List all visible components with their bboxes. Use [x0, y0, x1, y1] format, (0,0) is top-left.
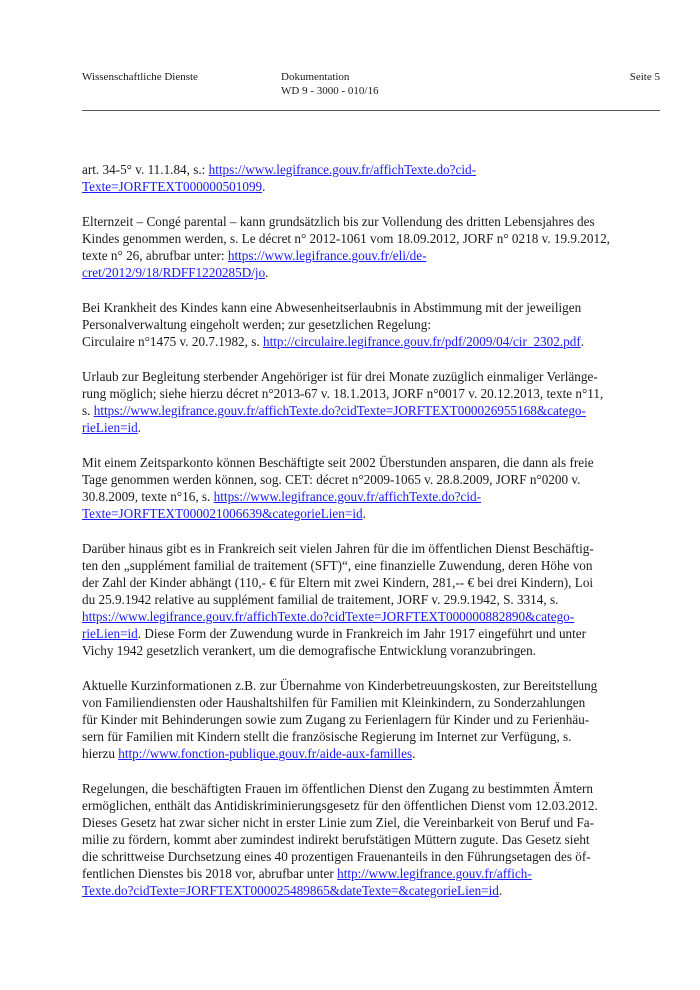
- hyperlink[interactable]: http://www.legifrance.gouv.fr/affich-: [337, 866, 532, 881]
- text-line: [82, 591, 660, 608]
- line-text: Urlaub zur Begleitung sterbender Angehöriger ist für drei Monate zuzüglich einmaliger Verlänge-: [82, 369, 598, 384]
- text-line: [82, 608, 660, 625]
- text-line: [82, 505, 660, 522]
- line-text: art. 34-5° v. 11.1.84, s.:: [82, 162, 209, 177]
- text-line: [82, 161, 660, 178]
- text-line: [82, 831, 660, 848]
- text-line: [82, 178, 660, 195]
- text-line: [82, 797, 660, 814]
- line-text: milie zu fördern, kommt aber zumindest indirekt berufstätigen Müttern zugute. Das Gesetz sieht: [82, 832, 590, 847]
- text-line: [82, 745, 660, 762]
- line-text: Mit einem Zeitsparkonto können Beschäftigte seit 2002 Überstunden ansparen, die dann als freie: [82, 455, 594, 470]
- paragraph: [82, 299, 660, 350]
- text-line: [82, 333, 660, 350]
- line-text: die schrittweise Durchsetzung eines 40 prozentigen Frauenanteils in den Führungsetagen des öf-: [82, 849, 591, 864]
- paragraph: [82, 540, 660, 659]
- hyperlink[interactable]: https://www.legifrance.gouv.fr/affichTexte.do?cid-: [213, 489, 482, 504]
- hyperlink[interactable]: rieLien=id: [82, 626, 138, 641]
- text-line: [82, 780, 660, 797]
- text-line: [82, 728, 660, 745]
- text-line: [82, 471, 660, 488]
- line-text: s.: [82, 403, 94, 418]
- paragraph: [82, 161, 660, 195]
- line-text-after-link: .: [262, 179, 266, 194]
- hyperlink[interactable]: cret/2012/9/18/RDFF1220285D/jo: [82, 265, 266, 280]
- line-text-after-link: .: [498, 883, 503, 898]
- document-body: [82, 161, 660, 917]
- text-line: [82, 230, 660, 247]
- line-text: texte n° 26, abrufbar unter:: [82, 248, 228, 263]
- text-line: [82, 814, 660, 831]
- hyperlink[interactable]: rieLien=id: [82, 420, 138, 435]
- paragraph: [82, 780, 660, 899]
- line-text: sern für Familien mit Kindern stellt die französische Regierung im Internet zur Verfügung, s.: [82, 729, 572, 744]
- text-line: [82, 574, 660, 591]
- text-line: [82, 488, 660, 505]
- hyperlink[interactable]: http://www.fonction-publique.gouv.fr/aide-aux-familles: [118, 746, 413, 761]
- line-text: Elternzeit – Congé parental – kann grundsätzlich bis zur Vollendung des dritten Lebensjahres des: [82, 214, 595, 229]
- header-document-info: [281, 70, 378, 98]
- text-line: [82, 711, 660, 728]
- text-line: [82, 677, 660, 694]
- line-text: Tage genommen werden können, sog. CET: décret n°2009-1065 v. 28.8.2009, JORF n°0200 v.: [82, 472, 581, 487]
- hyperlink[interactable]: Texte=JORFTEXT000000501099: [82, 179, 263, 194]
- line-text-after-link: .: [265, 265, 269, 280]
- line-text: Darüber hinaus gibt es in Frankreich seit vielen Jahren für die im öffentlichen Dienst Beschäftig-: [82, 541, 594, 556]
- hyperlink[interactable]: https://www.legifrance.gouv.fr/affichTexte.do?cidTexte=JORFTEXT000026955168&catego-: [93, 403, 586, 418]
- text-line: [82, 368, 660, 385]
- line-text: Personalverwaltung eingeholt werden; zur gesetzlichen Regelung:: [82, 317, 431, 332]
- text-line: [82, 402, 660, 419]
- paragraph: [82, 677, 660, 762]
- line-text: Kindes genommen werden, s. Le décret n° 2012-1061 vom 18.09.2012, JORF n° 0218 v. 19.9.2012,: [82, 231, 610, 246]
- line-text: hierzu: [82, 746, 119, 761]
- text-line: [82, 385, 660, 402]
- line-text-after-link: .: [580, 334, 585, 349]
- paragraph: [82, 454, 660, 522]
- line-text: für Kinder mit Behinderungen sowie zum Zugang zu Ferienlagern für Kinder und zu Ferienhäu-: [82, 712, 590, 727]
- text-line: [82, 247, 660, 264]
- text-line: [82, 316, 660, 333]
- text-line: [82, 882, 660, 899]
- line-text: von Familiendiensten oder Haushaltshilfen für Familien mit Kleinkindern, zu Sonderzahlungen: [82, 695, 586, 710]
- line-text: ten den „supplément familial de traitement (SFT)“, eine finanzielle Zuwendung, deren Höhe von: [82, 558, 593, 573]
- line-text: rung möglich; siehe hierzu décret n°2013-67 v. 18.1.2013, JORF n°0017 v. 20.12.2013, texte n°11,: [82, 386, 604, 401]
- line-text: Dieses Gesetz hat zwar sicher nicht in erster Linie zum Ziel, die Vereinbarkeit von Beruf und Fa-: [82, 815, 595, 830]
- line-text: ermöglichen, enthält das Antidiskriminierungsgesetz für den öffentlichen Dienst vom 12.03.2012.: [82, 798, 598, 813]
- line-text-after-link: . Diese Form der Zuwendung wurde in Frankreich im Jahr 1917 eingeführt und unter: [137, 626, 587, 641]
- text-line: [82, 264, 660, 281]
- text-line: [82, 625, 660, 642]
- text-line: [82, 454, 660, 471]
- line-text: Vichy 1942 gesetzlich verankert, um die demografische Entwicklung voranzubringen.: [82, 643, 537, 658]
- line-text: fentlichen Dienstes bis 2018 vor, abrufbar unter: [82, 866, 338, 881]
- header-doc-label: Dokumentation: [281, 71, 350, 83]
- text-line: [82, 299, 660, 316]
- line-text-after-link: .: [362, 506, 366, 521]
- text-line: [82, 694, 660, 711]
- text-line: [82, 213, 660, 230]
- page-header: [82, 70, 660, 111]
- line-text: 30.8.2009, texte n°16, s.: [82, 489, 214, 504]
- hyperlink[interactable]: Texte=JORFTEXT000021006639&categorieLien=id: [82, 506, 363, 521]
- line-text-after-link: .: [412, 746, 416, 761]
- hyperlink[interactable]: Texte.do?cidTexte=JORFTEXT000025489865&dateTexte=&categorieLien=id: [82, 883, 499, 898]
- header-institution: Wissenschaftliche Dienste: [82, 71, 198, 83]
- line-text: Circulaire n°1475 v. 20.7.1982, s.: [82, 334, 263, 349]
- paragraph: [82, 213, 660, 281]
- hyperlink[interactable]: https://www.legifrance.gouv.fr/affichTexte.do?cid-: [208, 162, 477, 177]
- line-text: der Zahl der Kinder abhängt (110,- € für Eltern mit zwei Kindern, 281,-- € bei drei Kindern), Loi: [82, 575, 594, 590]
- text-line: [82, 642, 660, 659]
- hyperlink[interactable]: https://www.legifrance.gouv.fr/eli/de-: [227, 248, 427, 263]
- line-text: Aktuelle Kurzinformationen z.B. zur Übernahme von Kinderbetreuungskosten, zur Bereitstellung: [82, 678, 598, 693]
- line-text: du 25.9.1942 relative au supplément familial de traitement, JORF v. 29.9.1942, S. 3314, s.: [82, 592, 559, 607]
- text-line: [82, 865, 660, 882]
- header-doc-number: WD 9 - 3000 - 010/16: [281, 85, 379, 97]
- text-line: [82, 419, 660, 436]
- line-text: Regelungen, die beschäftigten Frauen im öffentlichen Dienst den Zugang zu bestimmten Ämtern: [82, 781, 593, 796]
- hyperlink[interactable]: http://circulaire.legifrance.gouv.fr/pdf/2009/04/cir_2302.pdf: [262, 334, 581, 349]
- line-text-after-link: .: [137, 420, 142, 435]
- line-text: Bei Krankheit des Kindes kann eine Abwesenheitserlaubnis in Abstimmung mit der jeweiligen: [82, 300, 582, 315]
- paragraph: [82, 368, 660, 436]
- header-page-number: Seite 5: [629, 71, 660, 83]
- text-line: [82, 848, 660, 865]
- text-line: [82, 540, 660, 557]
- text-line: [82, 557, 660, 574]
- hyperlink[interactable]: https://www.legifrance.gouv.fr/affichTexte.do?cidTexte=JORFTEXT000000882890&catego-: [82, 609, 575, 624]
